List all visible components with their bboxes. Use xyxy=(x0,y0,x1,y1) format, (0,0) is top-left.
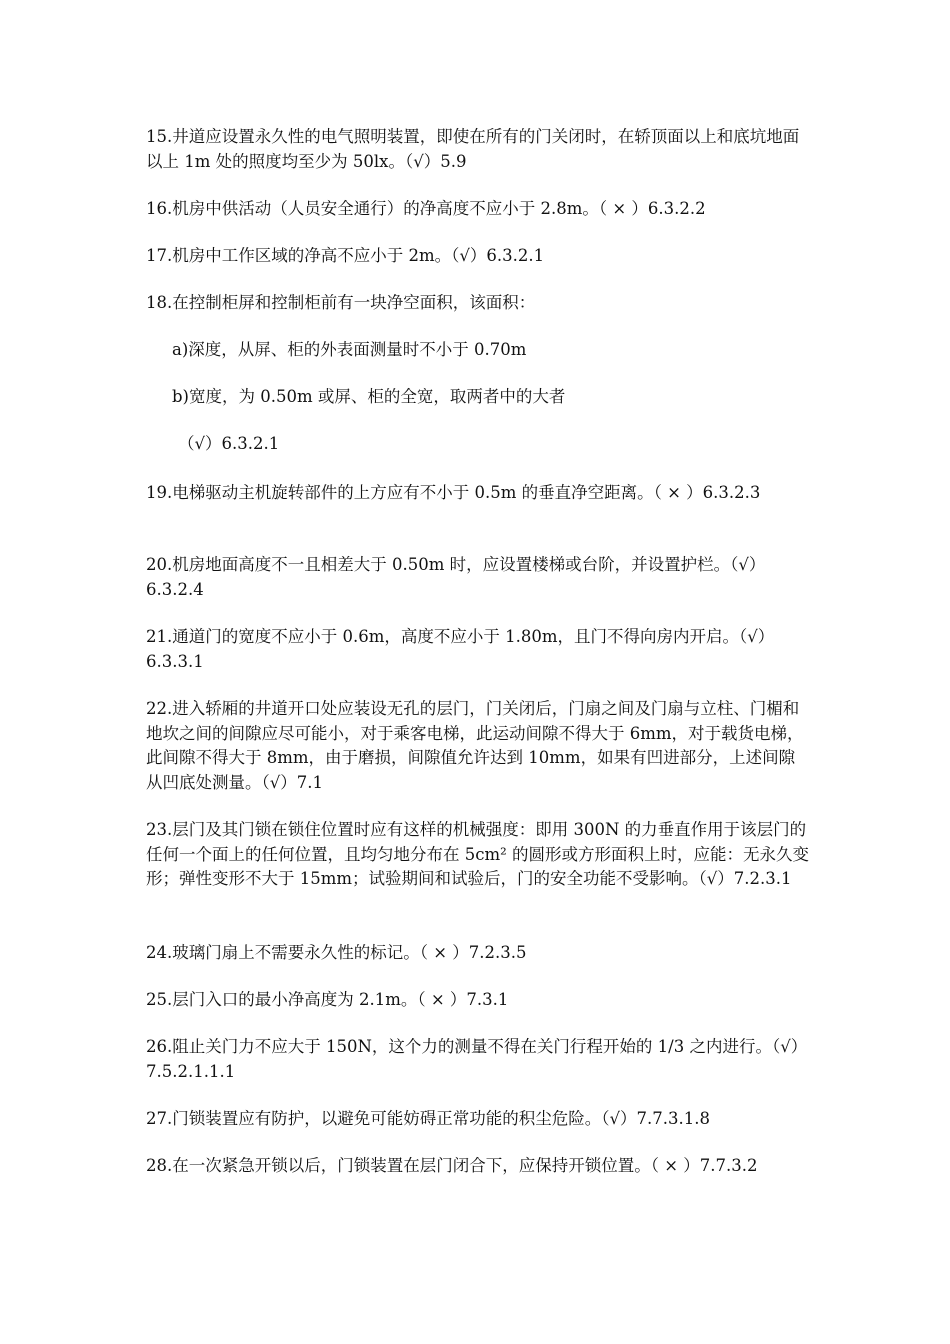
question-18: 18.在控制柜屏和控制柜前有一块净空面积，该面积： xyxy=(146,293,536,312)
question-17: 17.机房中工作区域的净高不应小于 2m。（√）6.3.2.1 xyxy=(146,246,545,265)
question-22: 22.进入轿厢的井道开口处应装设无孔的层门，门关闭后，门扇之间及门扇与立柱、门楣和地坎之间的间隙应尽可能小，对于乘客电梯，此运动间隙不得大于 6mm，对于载货电梯，此间隙不得大于 8mm，由于磨损，间隙值允许达到 10mm，如果有凹进部分，上述间隙从凹底处测量。（√）7.1 xyxy=(146,699,804,792)
question-21: 21.通道门的宽度不应小于 0.6m，高度不应小于 1.80m，且门不得向房内开启。（√）6.3.3.1 xyxy=(146,627,775,671)
question-20: 20.机房地面高度不一且相差大于 0.50m 时，应设置楼梯或台阶，并设置护栏。（√）6.3.2.4 xyxy=(146,555,766,599)
question-24: 24.玻璃门扇上不需要永久性的标记。（ × ）7.2.3.5 xyxy=(146,943,527,962)
question-28: 28.在一次紧急开锁以后，门锁装置在层门闭合下，应保持开锁位置。（ × ）7.7.3.2 xyxy=(146,1156,758,1175)
question-18-answer: （√）6.3.2.1 xyxy=(178,434,280,453)
question-25: 25.层门入口的最小净高度为 2.1m。（ × ）7.3.1 xyxy=(146,990,509,1009)
question-19: 19.电梯驱动主机旋转部件的上方应有不小于 0.5m 的垂直净空距离。（ × ）6.3.2.3 xyxy=(146,483,761,502)
question-23: 23.层门及其门锁在锁住位置时应有这样的机械强度：即用 300N 的力垂直作用于该层门的任何一个面上的任何位置，且均匀地分布在 5cm² 的圆形或方形面积上时，应能：无永久变形；弹性变形不大于 15mm；试验期间和试验后，门的安全功能不受影响。（√）7.2.3.1 xyxy=(146,820,809,888)
question-18-item-a: a)深度，从屏、柜的外表面测量时不小于 0.70m xyxy=(172,340,527,359)
question-15: 15.井道应设置永久性的电气照明装置，即使在所有的门关闭时，在轿顶面以上和底坑地面以上 1m 处的照度均至少为 50lx。（√）5.9 xyxy=(146,127,800,171)
question-27: 27.门锁装置应有防护，以避免可能妨碍正常功能的积尘危险。（√）7.7.3.1.8 xyxy=(146,1109,710,1128)
question-16: 16.机房中供活动（人员安全通行）的净高度不应小于 2.8m。（ × ）6.3.2.2 xyxy=(146,199,706,218)
question-18-item-b: b)宽度，为 0.50m 或屏、柜的全宽，取两者中的大者 xyxy=(172,387,566,406)
question-26: 26.阻止关门力不应大于 150N，这个力的测量不得在关门行程开始的 1/3 之内进行。（√）7.5.2.1.1.1 xyxy=(146,1037,808,1081)
